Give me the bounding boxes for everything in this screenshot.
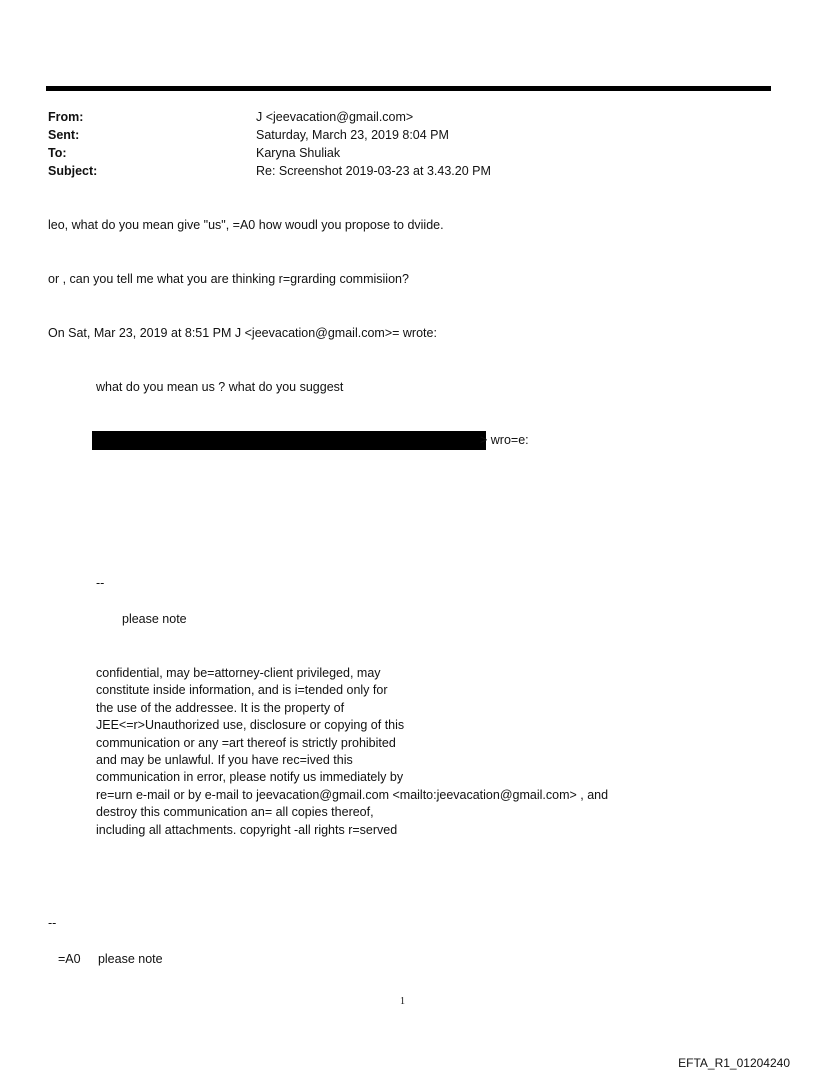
subject-label: Subject: [48, 164, 98, 178]
from-row [48, 108, 748, 126]
to-label: To: [48, 146, 67, 160]
confidential-line: destroy this communication an= all copies thereof, [96, 805, 374, 820]
bottom-note: =A0 please note [58, 952, 163, 966]
redacted-suffix: > wro=e: [480, 433, 529, 447]
body-line-1: leo, what do you mean give "us", =A0 how woudl you propose to dviide. [48, 218, 444, 232]
quote-header: On Sat, Mar 23, 2019 at 8:51 PM J <jeevacation@gmail.com>= wrote: [48, 326, 437, 340]
confidential-line: JEE<=r>Unauthorized use, disclosure or copying of this [96, 718, 405, 733]
sent-value: Saturday, March 23, 2019 8:04 PM [256, 128, 449, 142]
please-note: please note [122, 612, 187, 626]
confidential-line: the use of the addressee. It is the property of [96, 700, 345, 715]
confidential-line: and may be unlawful. If you have rec=ived this [96, 753, 353, 768]
email-header [48, 108, 748, 180]
to-value: Karyna Shuliak [256, 146, 341, 160]
from-label: From: [48, 110, 84, 124]
page-number: 1 [400, 996, 405, 1007]
from-value: J <jeevacation@gmail.com> [256, 110, 414, 124]
redaction-bar [92, 431, 486, 450]
signature-dashes: -- [96, 576, 105, 590]
bottom-dashes: -- [48, 916, 57, 930]
sent-label: Sent: [48, 128, 80, 142]
redacted-suffix-text: wro=e: [490, 433, 529, 447]
confidential-line: confidential, may be=attorney-client privileged, may [96, 666, 381, 680]
confidential-line: constitute inside information, and is i=tended only for [96, 683, 388, 698]
sent-row [48, 126, 748, 144]
confidential-line: including all attachments. copyright -all rights r=served [96, 822, 398, 837]
to-row [48, 144, 748, 162]
confidential-line: re=urn e-mail or by e-mail to jeevacation@gmail.com <mailto:jeevacation@gmail.com> , and [96, 787, 609, 802]
confidentiality-notice [96, 665, 608, 839]
confidential-line: communication or any =art thereof is strictly prohibited [96, 735, 396, 750]
body-line-2: or , can you tell me what you are thinking r=grarding commisiion? [48, 272, 409, 286]
bates-number: EFTA_R1_01204240 [678, 1056, 790, 1070]
subject-row [48, 162, 748, 180]
confidential-line: communication in error, please notify us immediately by [96, 770, 404, 785]
subject-value: Re: Screenshot 2019-03-23 at 3.43.20 PM [256, 164, 491, 178]
quoted-line: what do you mean us ? what do you suggest [96, 380, 344, 394]
header-rule [46, 86, 771, 91]
